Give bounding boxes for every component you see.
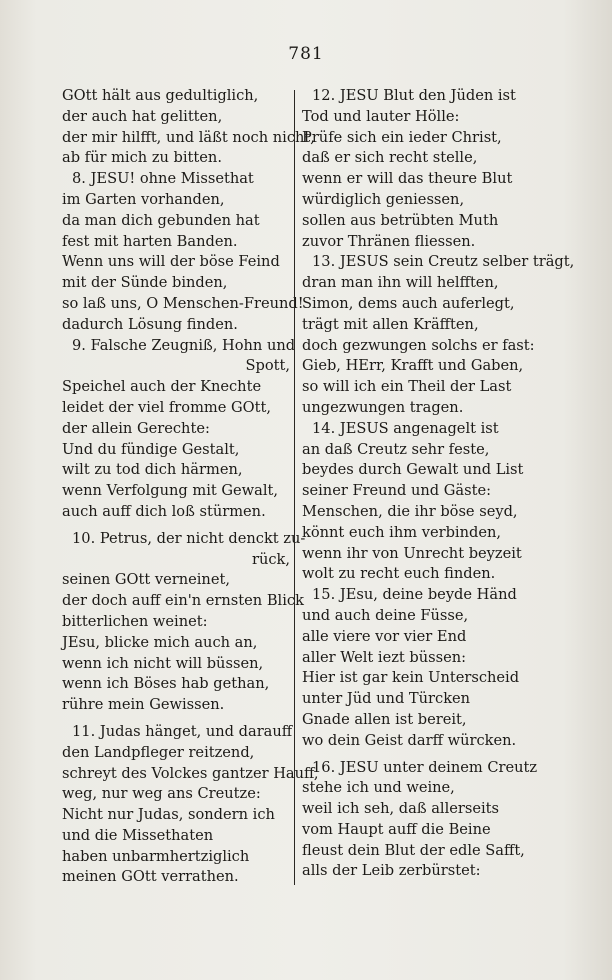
verse-line: Speichel auch der Knechte bbox=[62, 378, 262, 396]
verse-line: wenn ihr von Unrecht beyzeit bbox=[302, 544, 522, 562]
verse-line: dadurch Lösung finden. bbox=[62, 315, 238, 333]
verse-line: meinen GOtt verrathen. bbox=[62, 868, 239, 886]
verse-line: 16. JESU unter deinem Creutz bbox=[312, 758, 538, 776]
verse-line: vom Haupt auff die Beine bbox=[302, 820, 491, 838]
verse-line: fleust dein Blut der edle Safft, bbox=[302, 841, 525, 859]
verse-line: stehe ich und weine, bbox=[302, 779, 455, 797]
verse-line: der auch hat gelitten, bbox=[62, 107, 223, 125]
verse-line: auch auff dich loß stürmen. bbox=[62, 502, 266, 520]
column-divider bbox=[294, 90, 295, 885]
verse-line: unter Jüd und Türcken bbox=[302, 690, 471, 708]
verse-line: haben unbarmhertziglich bbox=[62, 847, 250, 865]
verse-line: 15. JEsu, deine beyde Händ bbox=[312, 586, 517, 604]
verse-line: bitterlichen weinet: bbox=[62, 612, 208, 630]
verse-line: fest mit harten Banden. bbox=[62, 232, 238, 250]
verse-line: weg, nur weg ans Creutze: bbox=[62, 785, 261, 803]
verse-line: GOtt hält aus gedultiglich, bbox=[62, 87, 259, 104]
verse-line: seinen GOtt verneinet, bbox=[62, 571, 230, 589]
verse-line: 8. JESU! ohne Missethat bbox=[72, 170, 254, 188]
verse-line: zuvor Thränen fliessen. bbox=[302, 232, 476, 250]
verse-line: so will ich ein Theil der Last bbox=[302, 378, 512, 396]
right-column bbox=[302, 86, 575, 882]
verse-line: dran man ihn will helfften, bbox=[302, 274, 499, 292]
verse-line: Spott, bbox=[245, 357, 290, 375]
verse-line: doch gezwungen solchs er fast: bbox=[302, 336, 535, 354]
verse-line: wenn ich nicht will büssen, bbox=[62, 654, 264, 672]
verse-line: aller Welt iezt büssen: bbox=[302, 648, 467, 666]
verse-line: wenn er will das theure Blut bbox=[302, 170, 513, 188]
verse-line: Simon, dems auch auferlegt, bbox=[302, 294, 515, 312]
verse-line: weil ich seh, daß allerseits bbox=[302, 800, 500, 818]
verse-line: alle viere vor vier End bbox=[302, 627, 467, 645]
verse-line: im Garten vorhanden, bbox=[62, 190, 225, 208]
verse-line: rück, bbox=[251, 550, 290, 568]
verse-line: sollen aus betrübten Muth bbox=[302, 211, 499, 229]
verse-line: Nicht nur Judas, sondern ich bbox=[62, 806, 275, 824]
verse-line: leidet der viel fromme GOtt, bbox=[62, 398, 272, 416]
verse-line: rühre mein Gewissen. bbox=[62, 696, 225, 714]
verse-line: ungezwungen tragen. bbox=[302, 398, 464, 416]
verse-line: daß er sich recht stelle, bbox=[302, 149, 478, 167]
verse-line: und die Missethaten bbox=[62, 826, 214, 844]
verse-line: da man dich gebunden hat bbox=[62, 211, 260, 229]
verse-line: und auch deine Füsse, bbox=[302, 606, 469, 624]
verse-line: so laß uns, O Menschen-Freund! bbox=[62, 294, 304, 312]
verse-line: wenn ich Böses hab gethan, bbox=[62, 675, 270, 693]
verse-line: Hier ist gar kein Unterscheid bbox=[302, 669, 520, 687]
left-column bbox=[62, 86, 319, 888]
verse-line: der mir hilfft, und läßt noch nicht, bbox=[62, 128, 315, 146]
verse-line: wilt zu tod dich härmen, bbox=[62, 461, 243, 479]
verse-line: an daß Creutz sehr feste, bbox=[302, 440, 490, 458]
verse-line: Tod und lauter Hölle: bbox=[302, 107, 460, 125]
verse-line: alls der Leib zerbürstet: bbox=[302, 862, 481, 880]
verse-line: schreyt des Volckes gantzer Hauff, bbox=[62, 764, 319, 782]
verse-line: Gnade allen ist bereit, bbox=[302, 710, 467, 728]
page-number: 781 bbox=[288, 44, 324, 64]
verse-line: der doch auff ein'n ernsten Blick bbox=[62, 592, 304, 610]
verse-line: trägt mit allen Kräfften, bbox=[302, 315, 479, 333]
verse-line: Menschen, die ihr böse seyd, bbox=[302, 502, 518, 520]
verse-line: Gieb, HErr, Krafft und Gaben, bbox=[302, 357, 524, 375]
verse-line: Wenn uns will der böse Feind bbox=[62, 253, 280, 271]
verse-line: mit der Sünde binden, bbox=[62, 274, 228, 292]
verse-line: JEsu, blicke mich auch an, bbox=[62, 633, 258, 651]
verse-line: beydes durch Gewalt und List bbox=[302, 461, 524, 479]
verse-line: 13. JESUS sein Creutz selber trägt, bbox=[312, 253, 575, 271]
verse-line: Und du fündige Gestalt, bbox=[62, 440, 240, 458]
verse-line: könnt euch ihm verbinden, bbox=[302, 523, 502, 541]
verse-line: wolt zu recht euch finden. bbox=[302, 565, 496, 583]
verse-line: würdiglich geniessen, bbox=[302, 190, 465, 208]
verse-line: Prüfe sich ein ieder Christ, bbox=[302, 128, 502, 146]
verse-line: ab für mich zu bitten. bbox=[62, 149, 222, 167]
verse-line: wo dein Geist darff würcken. bbox=[302, 731, 517, 749]
verse-line: seiner Freund und Gäste: bbox=[302, 482, 492, 500]
verse-line: 9. Falsche Zeugniß, Hohn und bbox=[72, 336, 296, 354]
verse-line: der allein Gerechte: bbox=[62, 419, 210, 437]
verse-line: 12. JESU Blut den Jüden ist bbox=[312, 87, 516, 104]
verse-line: wenn Verfolgung mit Gewalt, bbox=[62, 482, 279, 500]
verse-line: 10. Petrus, der nicht denckt zu- bbox=[72, 529, 306, 547]
verse-line: den Landpfleger reitzend, bbox=[62, 743, 255, 761]
verse-line: 11. Judas hänget, und darauff bbox=[72, 722, 293, 740]
verse-line: 14. JESUS angenagelt ist bbox=[312, 419, 499, 437]
